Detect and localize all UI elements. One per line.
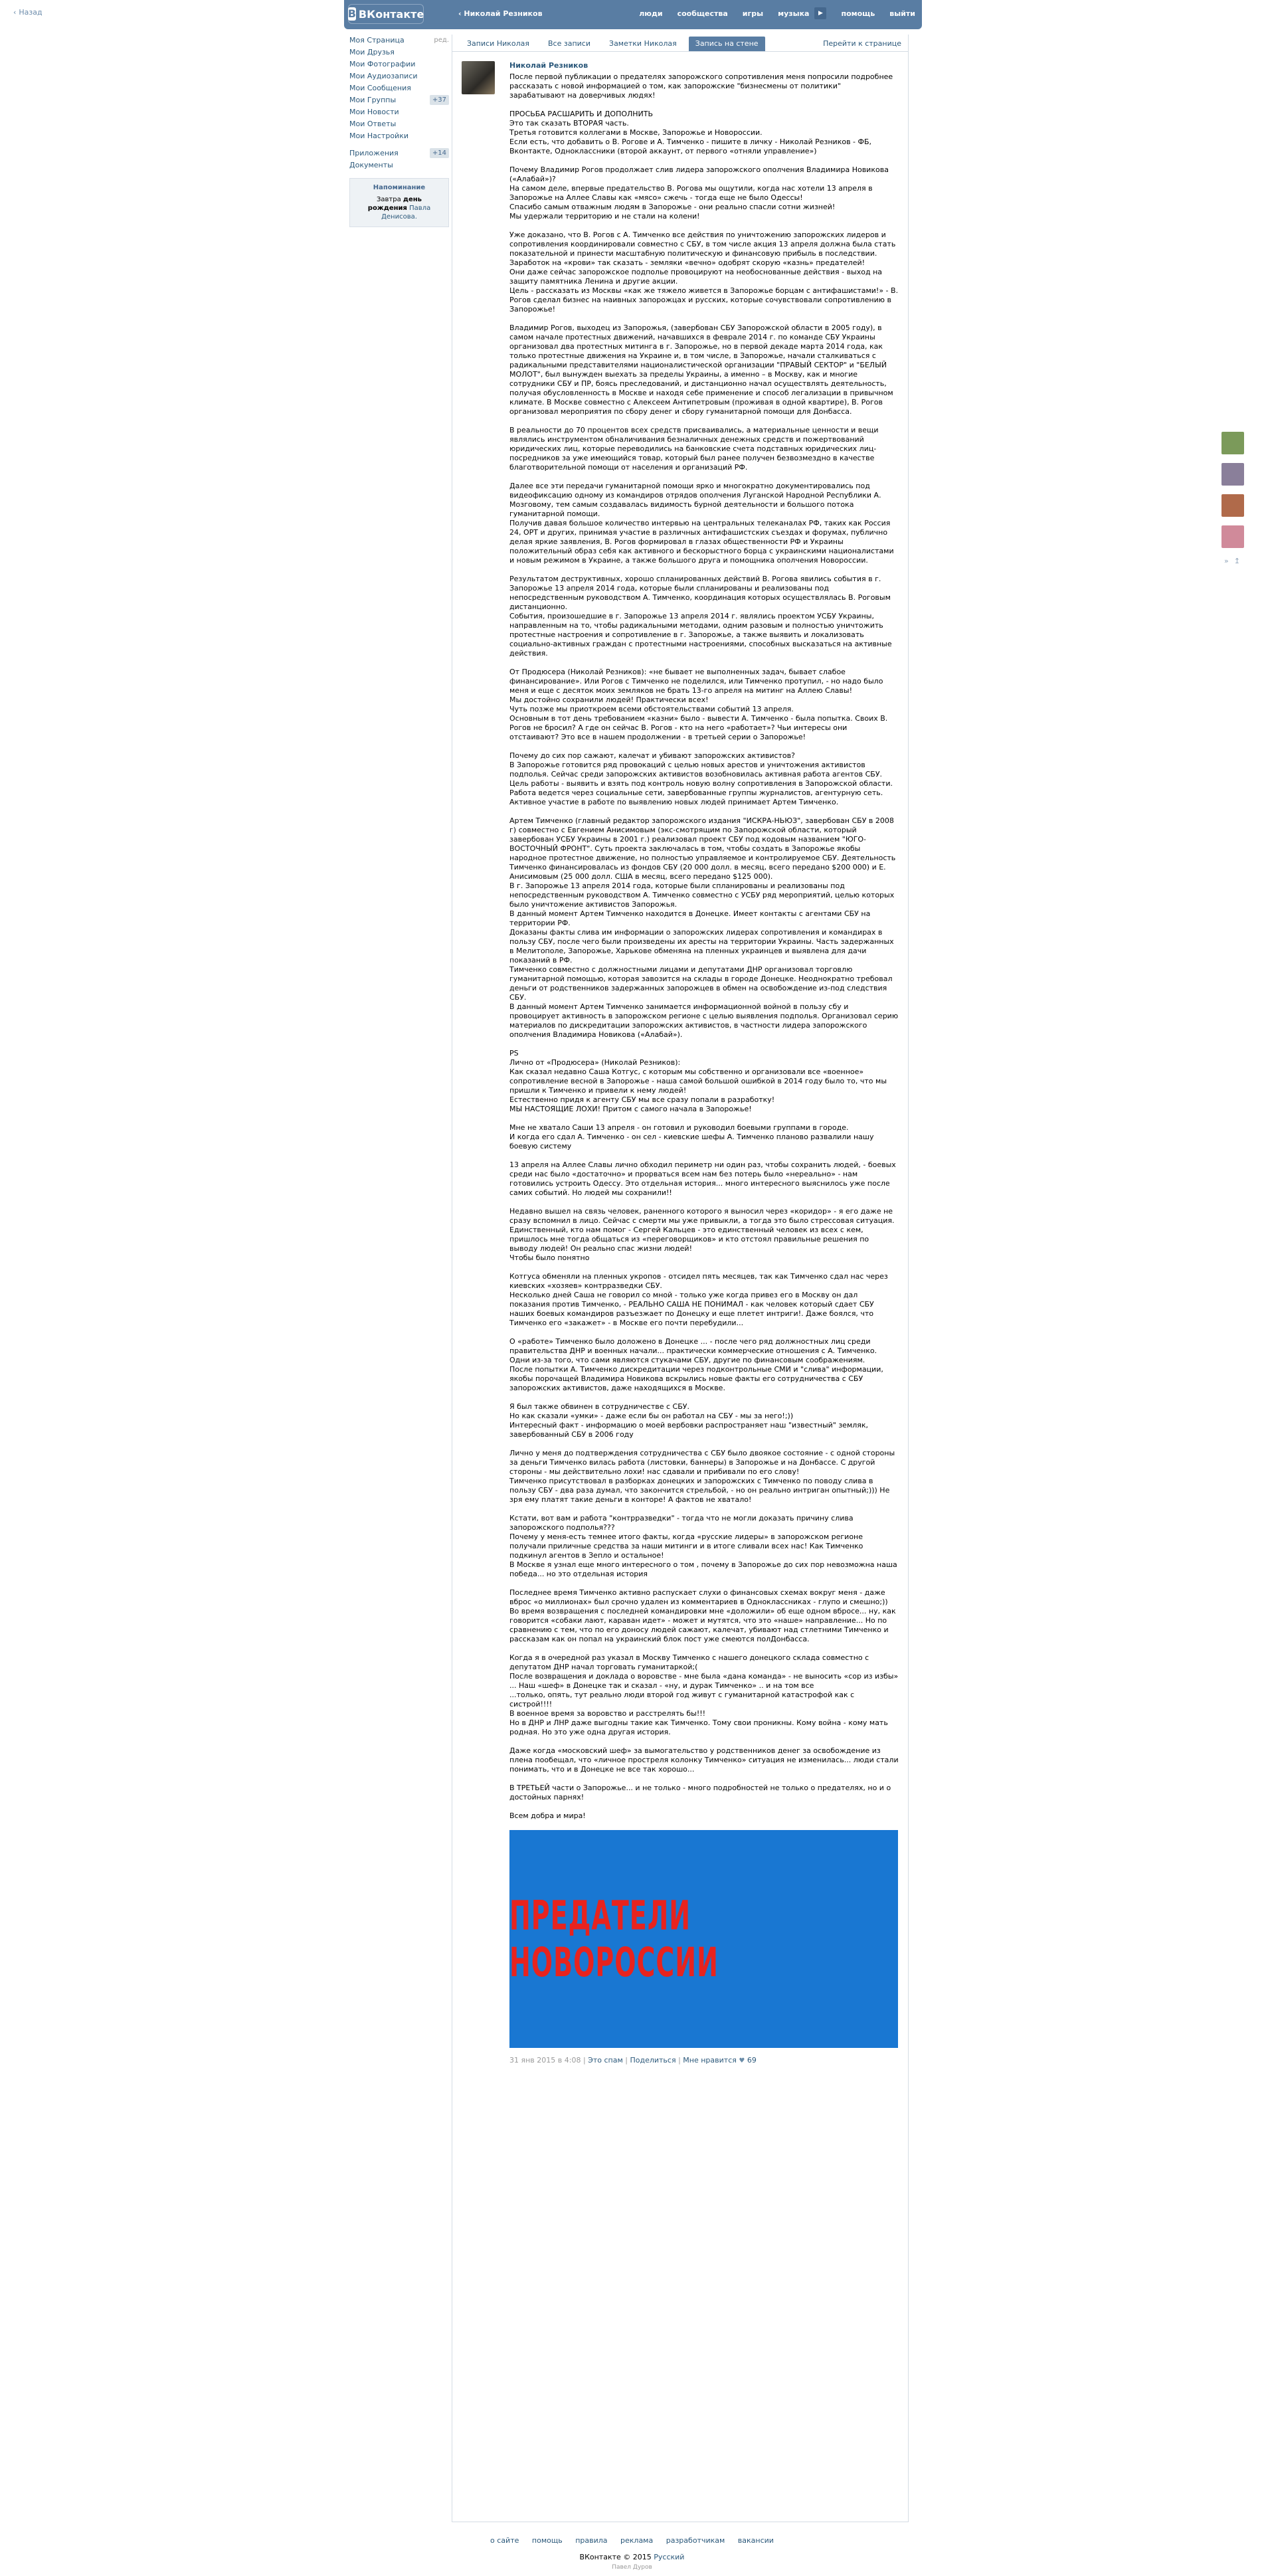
banner-text: ПРЕДАТЕЛИ НОВОРОССИИ (509, 1892, 719, 1986)
post-paragraph: Почему Владимир Рогов продолжает слив лидера запорожского ополчения Владимира Новикова («Алабай»)? На самом деле, впервые предательство В. Рогова мы ощутили, когда нас хотели 13 апреля в Запорожье на Аллее Славы как «мясо» сжечь - тогда еще не было Одессы! Спасибо самым отважным людям в Запорожье - они реально спасли сотни жизней! Мы удержали территорию и не стали на колени! (509, 165, 889, 221)
post-paragraph: Артем Тимченко (главный редактор запорожского издания "ИСКРА-НЬЮЗ", завербован СБУ в 2008 г) совместно с Евгением Анисимовым (экс-смотрящим по Запорожской области, который завербован УСБУ Украины в 2001 г.) реализовал проект СБУ под кодовым названием "ЮГО-ВОСТОЧНЫЙ ФРОНТ". Суть проекта заключалась в том, чтобы создать в Запорожье якобы народное протестное движение, но полностью управляемое и контролируемое СБУ. Деятельность Тимченко финансировалась из фондов СБУ (20 000 долл. в месяц, всего передано $200 000) и Е. Анисимовым (25 000 долл. США в месяц, всего передано $125 000). В г. Запорожье 13 апреля 2014 года, которые были спланированы и реализованы под непосредственным руководством А. Тимченко совместно с УСБУ ряд мероприятий, целью которых было уничтожение активистов Запорожья. В данный момент Артем Тимченко находится в Донецке. Имеет контакты с агентами СБУ на территории РФ. Доказаны факты слива им информации о запорожских лидерах сопротивления и командирах в пользу СБУ, после чего были произведены их аресты на территории Украины. Часть задержанных в Мелитополе, Запорожье, Харькове обменяна на пленных украинцев и выявлена для дачи показаний в РФ. Тимченко совместно с должностными лицами и депутатами ДНР организовал торговлю гуманитарной помощью, которая завозится на склады в городе Донецке. Неоднократно требовал деньги от родственников задержанных запорожцев в обмен на освобождение из-под следствия СБУ. В данный момент Артем Тимченко занимается информационной войной в пользу сбу и провоцирует активность в запорожском регионе с целью выявления подполья. Организовал серию материалов по дискредитации запорожских активистов, в частности лидера запорожского ополчения Владимира Новикова («Алабай»). (509, 816, 899, 1039)
reminder-friend-link[interactable]: Павла Денисова. (381, 205, 431, 221)
post-paragraph: После первой публикации о предателях запорожского сопротивления меня попросили подробнее рассказать с новой информацией о том, как запорожские "бизнесмены от политики" зарабатывают на доверчивых людях! (509, 72, 895, 100)
reminder-text: Завтра день рождения Павла Денисова. (367, 196, 431, 221)
sidebar-item-groups[interactable]: Мои Группы +37 (349, 94, 449, 106)
post-paragraph: От Продюсера (Николай Резников): «не бывает не выполненных задач, бывает слабое финансирование». Или Рогов с Тимченко не поделился, или Тимченко протупил, - но надо было меня и еще с десяток моих земляков не брать 13-го апреля на митинг на Аллею Славы! Мы достойно сохранили людей! Практически всех! Чуть позже мы приоткроем всеми обстоятельствами событий 13 апреля. Основным в тот день требованием «казни» было - вывести А. Тимченко - была попытка. Своих В. Рогов не бросил? А где он сейчас В. Рогов - кто на него «работает»? Чьи интересы они отстаивают? Это все в нашем продолжении - в третьей серии о Запорожье! (509, 668, 888, 741)
wall-tabs (452, 35, 908, 52)
post-paragraph: Я был также обвинен в сотрудничестве с СБУ. Но как сказали «умки» - даже если бы он работал на СБУ - мы за него!;)) Интересный факт - информацию о моей вербовки распространяет наш "известный" земляк, завербованный СБУ в 2006 году (509, 1402, 869, 1439)
sidebar-item-apps[interactable]: Приложения +14 (349, 147, 449, 159)
footer-developers[interactable]: разработчикам (666, 2536, 725, 2545)
footer-developer: Павел Дуров (612, 2564, 652, 2571)
nav-help[interactable]: помощь (841, 9, 875, 18)
play-icon[interactable]: ▶ (814, 7, 826, 19)
post-paragraph: В реальности до 70 процентов всех средств присваивались, а материальные ценности и вещи являлись инструментом обналичивания безналичных денежных средств и пожертвований юридических лиц, которые переводились на банковские счета подставных юридических лиц-посредников за уже имеющийся товар, который был ранее получен безвозмездно в качестве благотворительной помощи от населения и организаций РФ. (509, 426, 881, 472)
thumbs-controls (1221, 557, 1248, 565)
post-paragraph: Почему до сих пор сажают, калечат и убивают запорожских активистов? В Запорожье готовится ряд провокаций с целью новых арестов и уничтожения активистов подполья. Сейчас среди запорожских активистов возобновилась активная работа агентов СБУ. Цель работы - выявить и взять под контроль новую волну сопротивления в Запорожской области. Работа ведется через социальные сети, завербованные группы журналистов, агентурную сеть. Активное участие в работе по выявлению новых людей принимает Артем Тимченко. (509, 751, 893, 806)
sidebar-item-my-page[interactable]: Моя Страница ред. (349, 35, 449, 46)
tab-nikolay-posts[interactable]: Записи Николая (467, 39, 530, 48)
sidebar-item-messages[interactable]: Мои Сообщения (349, 84, 411, 92)
reminder-title: Напоминание (373, 184, 426, 191)
expand-icon[interactable]: » (1224, 557, 1229, 565)
post-paragraph: Когда я в очередной раз указал в Москву Тимченко с нашего донецкого склада совместно с депутатом ДНР начал торговать гуманитаркой;( После возвращения и доклада о воровстве - мне была «дана команда» - не выносить «сор из избы» ... Наш «шеф» в Донецке так и сказал - «ну, и дурак Тимченко» .. и на том все ...только, опять, тут реально люди второй год живут с гуманитарной катастрофой как с систрой!!!! В военное время за воровство и расстрелять бы!!! Но в ДНР и ЛНР даже выгодны такие как Тимченко. Тому свои проникны. Кому война - кому мать родная. Но это уже одна другая история. (509, 1653, 899, 1736)
nav-communities[interactable]: сообщества (677, 9, 728, 18)
main-content (452, 35, 909, 2522)
footer-about[interactable]: о сайте (490, 2536, 519, 2545)
sidebar-item-friends[interactable]: Мои Друзья (349, 48, 395, 56)
sidebar-item-audio[interactable]: Мои Аудиозаписи (349, 72, 418, 80)
goto-page-link[interactable]: Перейти к странице (823, 39, 901, 48)
apps-badge: +14 (430, 148, 449, 158)
footer-help[interactable]: помощь (531, 2536, 563, 2545)
sidebar-item-documents[interactable]: Документы (349, 161, 393, 169)
birthday-reminder (349, 178, 449, 227)
post-text (509, 72, 899, 1821)
footer (0, 2536, 1264, 2571)
left-sidebar (349, 35, 449, 227)
vk-logo[interactable]: В ВКонтакте (348, 4, 424, 24)
like-count[interactable]: 69 (747, 2056, 757, 2065)
share-link[interactable]: Поделиться (630, 2056, 676, 2065)
post-paragraph: Далее все эти передачи гуманитарной помощи ярко и многократно документировались под видеофиксацию одному из командиров отрядов ополчения Луганской Народной Республики А. Мозговому, тем самым создавалась видимость бурной деятельности и большого потока гуманитарной помощи. Получив давая большое количество интервью на центральных телеканалах РФ, таких как Россия 24, ОРТ и других, принимая участие в различных антифашистских съездах и форумах, публично делая яркие заявления, В. Рогов формировал в глазах общественности РФ и Украины положительный образ себя как активного и бескорыстного борца с украинскими националистами и новым режимом в Украине, а также большого друга и помощника ополчения Новороссии. (509, 482, 894, 565)
post-paragraph: В ТРЕТЬЕЙ части о Запорожье... и не только - много подробностей не только о предателях, но и о достойных парнях! (509, 1784, 893, 1801)
pin-icon[interactable]: ↥ (1233, 557, 1240, 565)
post-paragraph: PS Лично от «Продюсера» (Николай Резников): Как сказал недавно Саша Котгус, с которым мы собственно и организовали все «военное» сопротивление весной в Запорожье - наша самой большой ошибкой в 2014 году было то, что мы пришли к Тимченко и привели к нему людей! Естественно придя к агенту СБУ мы все сразу попали в разработку! МЫ НАСТОЯЩИЕ ЛОХИ! Притом с самого начала в Запорожье! (509, 1049, 887, 1113)
post-paragraph: Уже доказано, что В. Рогов с А. Тимченко все действия по уничтожению запорожских лидеров и сопротивления координировали совместно с СБУ, в том числе акция 13 апреля должна была стать показательной и принести масштабную политическую и финансовую прибыль в последствии. Заработок на «крови» так сказать - земляки «вечно» одобрят скорую «казнь» предателей! Они даже сейчас запорожское подполье провоцируют на необоснованные действия - выход на защиту памятника Ленина и другие акции. Цель - рассказать из Москвы «как же тяжело живется в Запорожье борцам с антифашистами!» - В. Рогов сделал бизнес на наивных запорожцах и русских, которые сочувствовали сопротивлению в Запорожье! (509, 230, 899, 314)
sidebar-item-photos[interactable]: Мои Фотографии (349, 60, 416, 68)
post-body (509, 61, 899, 2071)
post-paragraph: Кстати, вот вам и работа "контрразведки" - тогда что не могли доказать причину слива запорожского подполья??? Почему у меня-есть темнее итого факты, когда «русские лидеры» в запорожском регионе получали приличные средства за наши митинги и в итоге сливали всех нас! Как Тимченко подкинул агентов в Зепло и остальное! В Москве я узнал еще много интересного о том , почему в Запорожье до сих пор невозможна наша победа... но это отдельная история (509, 1514, 897, 1578)
friend-thumb[interactable] (1221, 494, 1244, 517)
post-paragraph: Недавно вышел на связь человек, раненного которого я выносил через «коридор» - я его даже не сразу вспомнил в лицо. Сейчас с смерти мы уже привыкли, а тогда это было стрессовая ситуация. Единственный, кто нам помог - Сергей Кальцев - это единственный человек из всех с кем, пришлось мне тогда общаться из «переговорщиков» и кто отстоял правильные решения по выводу людей! Он реально спас жизни людей! Чтобы было понятно (509, 1207, 895, 1262)
nav-logout[interactable]: выйти (889, 9, 915, 18)
post-date[interactable]: 31 янв 2015 в 4:08 (509, 2056, 581, 2065)
post-meta: 31 янв 2015 в 4:08 | Это спам | Поделиться | Мне нравится ♥ 69 (509, 2056, 757, 2065)
sidebar-item-news[interactable]: Мои Новости (349, 108, 399, 116)
post-paragraph: Котгуса обменяли на пленных укропов - отсидел пять месяцев, так как Тимченко сдал нас через киевских «хозяев» контрразведки СБУ. Несколько дней Саша не говорил со мной - только уже когда привез его в Москву он дал показания против Тимченко, - РЕАЛЬНО САША НЕ ПОНИМАЛ - как человек который сдает СБУ наших боевых командиров разъезжает по Донецку и еще плетет интриги!. Даже боялся, что Тимченко его «закажет» - в Москве его почти перебудили... (509, 1272, 888, 1327)
right-thumbs (1221, 432, 1248, 565)
footer-ads[interactable]: реклама (620, 2536, 654, 2545)
footer-links (0, 2536, 1264, 2545)
tab-wall-post[interactable]: Запись на стене (689, 37, 765, 51)
nav-music[interactable]: музыка (778, 9, 810, 18)
logo-b-icon: В (347, 7, 356, 20)
tab-nikolay-notes[interactable]: Заметки Николая (609, 39, 677, 48)
post-paragraph: 13 апреля на Аллее Славы лично обходил периметр ни один раз, чтобы сохранить людей, - боевых среди нас было «достаточно» и прорваться всем нам без потерь было «нереально» - нам готовились устроить Одессу. Это отдельная история... много интересного выяснилось уже после самих событий. Но людей мы сохранили!! (509, 1160, 899, 1197)
back-link[interactable]: ‹ Назад (13, 8, 43, 17)
language-link[interactable]: Русский (654, 2553, 685, 2561)
friend-thumb[interactable] (1221, 463, 1244, 486)
post-paragraph: Лично у меня до подтверждения сотрудничества с СБУ было двоякое состояние - с одной стороны за деньги Тимченко вилась работа (листовки, баннеры) в Запорожье и на Донбассе. С другой стороны - мы действительно лохи! нас сдавали и прибивали по его слову! Тимченко присутствовал в разборках донецких и запорожских с Тимченко по поводу слива в пользу СБУ - два раза думал, что закончится стрельбой, - но он реально интриган опытный;))) Не зря ему платят такие деньги в конторе! А фактов не хватало! (509, 1449, 895, 1504)
footer-rules[interactable]: правила (575, 2536, 608, 2545)
groups-badge: +37 (430, 95, 449, 105)
nav-people[interactable]: люди (639, 9, 663, 18)
edit-link[interactable]: ред. (434, 37, 449, 44)
sidebar-separator (349, 142, 449, 147)
post-paragraph: Последнее время Тимченко активно распускает слухи о финансовых схемах вокруг меня - даже вброс «о миллионах» был срочно удален из комментариев в Одноклассниках - глупо и смешно;)) Во время возвращения с последней командировки мне «доложили» об еще одном вбросе... ну, как говорится «собаки лают, караван идет» - может и мутятся, что это «наше» направление... Но по сравнению с тем, что по его доносу людей сажают, калечат, убивают над стлетними Тимченко и рассказам как он попал на украинский блок пост уже смеются полДонбасса. (509, 1588, 899, 1643)
friend-thumb[interactable] (1221, 525, 1244, 548)
arrow-left-icon: ‹ (13, 8, 17, 17)
heart-icon: ♥ (739, 2057, 745, 2065)
nav-games[interactable]: игры (742, 9, 764, 18)
friend-thumb[interactable] (1221, 432, 1244, 454)
spam-link[interactable]: Это спам (588, 2056, 623, 2065)
post-paragraph: Владимир Рогов, выходец из Запорожья, (завербован СБУ Запорожской области в 2005 году), в самом начале протестных движений, начавшихся в феврале 2014 г. по команде СБУ Украины организовал два протестных митинга в г. Запорожье, но в первой декаде марта 2014 года, как только протестные движения на Украине и, в том числе, в Запорожье, начали сталкиваться с радикальными представителями националистической организации "ПРАВЫЙ СЕКТОР" и "БЕЛЫЙ МОЛОТ", был вынужден выехать за пределы Украины, а именно – в Москву, как и многие сотрудники СБУ и ПР, боясь преследований, и дистанционно начал осуществлять деятельность, получая обусловленность в Москве и находя себе применение и способ легализации в привычном климате. В Москве совместно с Алексеем Антипетровым (проживая в одной квартире), В. Рогов организовал мероприятия по сбору денег и сбору гуманитарной помощи для Донбасса. (509, 323, 896, 416)
post-paragraph: ПРОСЬБА РАСШАРИТЬ И ДОПОЛНИТЬ Это так сказать ВТОРАЯ часть. Третья готовится коллегами в Москве, Запорожье и Новороссии. Если есть, что добавить о В. Рогове и А. Тимченко - пишите в личку - Николай Резников - ФБ, Вконтакте, Одноклассники (второй аккаунт, от первого «отняли управление») (509, 110, 872, 155)
footer-copyright: ВКонтакте © 2015 Русский (579, 2553, 685, 2561)
post-image[interactable] (509, 1830, 898, 2048)
chevron-left-icon: ‹ (458, 9, 464, 18)
tab-all-posts[interactable]: Все записи (548, 39, 591, 48)
header-nav (624, 9, 915, 21)
post-paragraph: Результатом деструктивных, хорошо спланированных действий В. Рогова явились события в г. Запорожье 13 апреля 2014 года, которые были спланированы и реализованы под непосредственным руководством А. Тимченко, координация которых осуществлялась В. Роговым дистанционно. События, произошедшие в г. Запорожье 13 апреля 2014 г. являлись проектом УСБУ Украины, направленным на то, чтобы радикальными методами, одним разовым и полностью уничтожить протестные настроения и сопротивление в г. Запорожье, а также выявить и локализовать социально-активных граждан с протестными настроениями, способных высказаться на активные действия. (509, 575, 892, 658)
post-paragraph: Мне не хватало Саши 13 апреля - он готовил и руководил боевыми группами в городе. И когда его сдал А. Тимченко - он сел - киевские шефы А. Тимченко планово развалили нашу боевую систему (509, 1123, 874, 1150)
top-header (344, 0, 922, 29)
header-back-link[interactable]: ‹ Николай Резников (458, 9, 543, 18)
sidebar-item-settings[interactable]: Мои Настройки (349, 132, 408, 140)
post-paragraph: О «работе» Тимченко было доложено в Донецке ... - после чего ряд должностных лиц среди правительства ДНР и военных начали... практически коммерческие отношения с А. Тимченко. Одни из-за того, что сами являются стукачами СБУ, другие по финансовым соображениям. После попытки А. Тимченко дискредитации через подконтрольные СМИ и "слива" информации, якобы порочащей Владимира Новикова вскрылись новые факты его сотрудничества с СБУ запорожских активистов, даже находящихся в Москве. (509, 1337, 883, 1392)
post-author[interactable]: Николай Резников (509, 61, 588, 70)
footer-jobs[interactable]: вакансии (737, 2536, 774, 2545)
author-avatar[interactable] (462, 61, 495, 94)
post-paragraph: Даже когда «московский шеф» за вымогательство у родственников денег за освобождение из плена пообещал, что «личное простреля колонку Тимченко» ситуация не изменилась... люди стали понимать, что и в Донецке не все так хорошо... (509, 1746, 901, 1774)
post-paragraph: Всем добра и мира! (509, 1811, 586, 1820)
sidebar-item-answers[interactable]: Мои Ответы (349, 120, 397, 128)
like-link[interactable]: Мне нравится (683, 2056, 737, 2065)
